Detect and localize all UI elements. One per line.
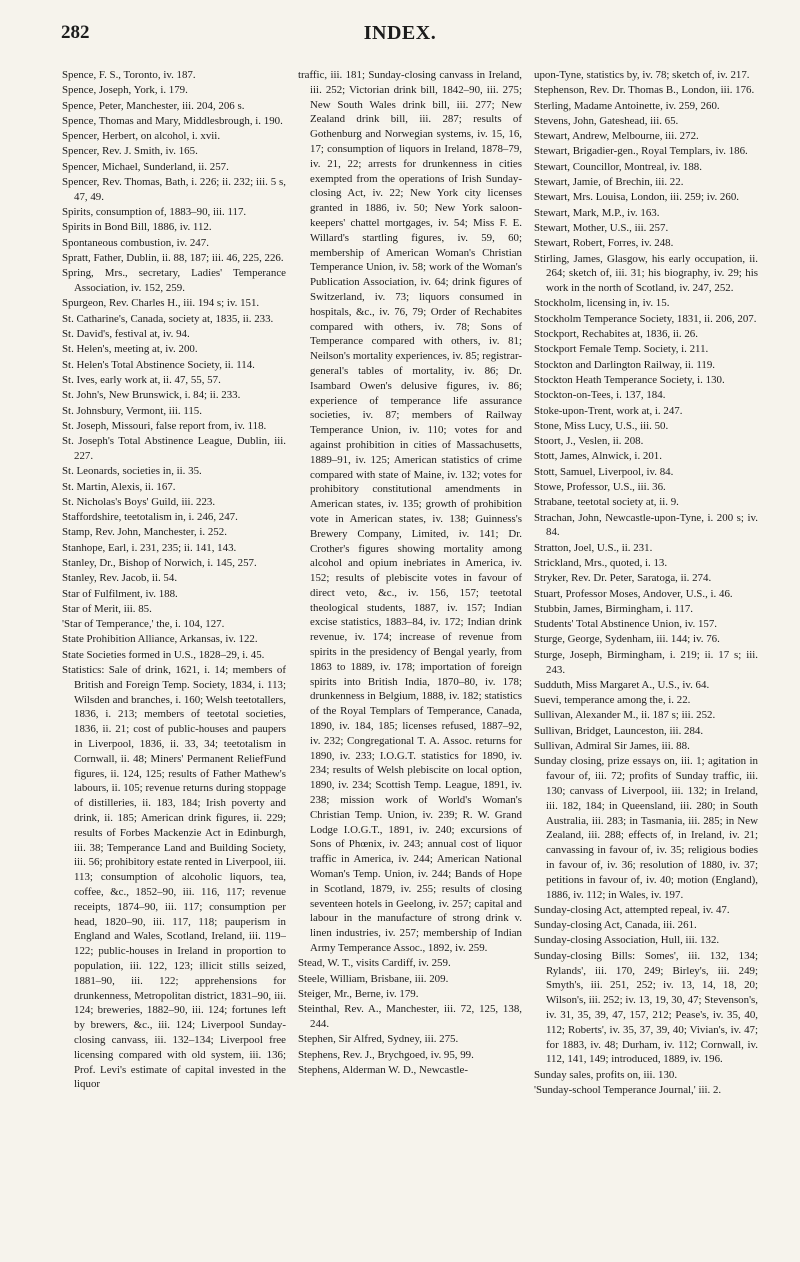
- index-entry: Sturge, Joseph, Birmingham, i. 219; ii. 17 s; iii. 243.: [534, 648, 758, 676]
- index-entry: Stephen, Sir Alfred, Sydney, iii. 275.: [298, 1033, 459, 1046]
- index-entry: St. Joseph, Missouri, false report from, iv. 118.: [62, 419, 267, 432]
- index-entry: St. Johnsbury, Vermont, iii. 115.: [62, 404, 202, 417]
- index-entry: Steiger, Mr., Berne, iv. 179.: [298, 987, 419, 1000]
- index-entry: Statistics: Sale of drink, 1621, i. 14; members of British and Foreign Temp. Society, 1834, i. 113; Wilsden and branches, i. 160; Welsh teetotallers, 1836, i. 213; members of teetotal societies, 1836, ii. 21; cost of public-houses and paupers in Liverpool, 1836, ii. 33, 34; teetotalism in Cornwall, ii. 48; Miners' Permanent ReliefFund figures, ii. 124, 125; results of Father Mathew's labours, ii. 105; revenue returns during stoppage of distilleries, ii. 183, 184; Irish poverty and drink, ii. 185; American drink figures, ii. 229; results of Forbes Mackenzie Act in Edinburgh, iii. 38; Temperance Land and Building Society, iii. 56; prohibitory estate rented in Liverpool, iii. 113; consumption of alcoholic liquors, tea, coffee, &c., 1852–90, iii. 116, 117; revenue receipts, 1874–90, iii. 117; consumption per head, 1820–90, iii. 117, 118; pauperism in England and Wales, Scotland, Ireland, iii. 119–122; public-houses in Ireland in proportion to population, iii. 122, 123; illicit stills seized, 1881–90, iii. 122; apprehensions for drunkenness, Metropolitan district, 1831–90, iii. 124; breweries, 1882–90, iii. 124; fortunes left by brewers, &c., iii. 124; Liverpool Sunday-closing canvass, iii. 132–134; Liverpool free licensing compared with old system, iii. 136; Prof. Levi's estimate of capital invested in the liquor: [62, 664, 286, 1091]
- index-entry: Strachan, John, Newcastle-upon-Tyne, i. 200 s; iv. 84.: [534, 511, 758, 539]
- index-entry: Star of Merit, iii. 85.: [62, 602, 152, 615]
- index-entry: Spontaneous combustion, iv. 247.: [62, 236, 209, 249]
- index-entry: Stephens, Alderman W. D., Newcastle-: [298, 1063, 468, 1076]
- index-entry: Stratton, Joel, U.S., ii. 231.: [534, 541, 653, 554]
- index-entry: Stott, Samuel, Liverpool, iv. 84.: [534, 465, 674, 478]
- index-entry: Stone, Miss Lucy, U.S., iii. 50.: [534, 419, 669, 432]
- index-entry: Sudduth, Miss Margaret A., U.S., iv. 64.: [534, 678, 710, 691]
- index-entry: Stockton and Darlington Railway, ii. 119.: [534, 358, 715, 371]
- index-columns: [62, 68, 758, 1248]
- index-entry: Sunday-closing Act, Canada, iii. 261.: [534, 919, 697, 932]
- index-entry: Students' Total Abstinence Union, iv. 157.: [534, 618, 718, 631]
- index-entry: Strickland, Mrs., quoted, i. 13.: [534, 557, 668, 569]
- index-entry: Stewart, Brigadier-gen., Royal Templars, iv. 186.: [534, 145, 748, 158]
- index-entry: 'Star of Temperance,' the, i. 104, 127.: [62, 618, 225, 631]
- index-entry: traffic, iii. 181; Sunday-closing canvass in Ireland, iii. 252; Victorian drink bill, 1842–90, iii. 275; New South Wales drink bill, iii. 277; New Zealand drink bill, iii. 287; results of Gothenburg and Norwegian systems, iv. 15, 16, 17; consumption of liquors in Ireland, 1878–79, iv. 21, 22; arrests for drunkenness in cities exempted from the operations of Irish Sunday-closing Act, iv. 22; New York city licenses granted in 1886, iv. 50; New York saloon-keepers' chattel mortgages, iv. 54; Miss F. E. Willard's startling figures, iv. 59, 60; membership of American Woman's Christian Temperance Union, iv. 58; work of the Woman's Publication Association, iv. 64; drink figures of Switzerland, iv. 73; liquors consumed in hospitals, &c., iv. 76, 79; Order of Rechabites compared with others, iv. 78; Sons of Temperance compared with others, iv. 81; Neilson's mortality experiences, iv. 85; registrar-general's tables of mortality, iv. 86; Dr. Isambard Owen's delusive figures, iv. 86; experience of temperance life assurance societies, iv. 87; members of Railway Temperance Union, iv. 110; votes for and against prohibition in cities of Massachusetts, 1889–91, iv. 125; American statistics of crime compared with state of Maine, iv. 132; votes for prohibitory constitutional amendments in American states, iv. 135; growth of prohibition vote in American states, iv. 138; Guinness's Brewery Company, Limited, iv. 141; Dr. Crother's figures showing mortality among alcohol and opium inebriates in America, iv. 152; results of plebiscite votes in favour of direct veto, &c., iv. 156, 157; teetotal theological students, 1887, iv. 157; Indian excise statistics, 1883–84, iv. 172; Indian drink revenue, iv. 174; increase of revenue from spirits in the presidency of Bengal yearly, from 1863 to 1889, iv. 178; importation of foreign spirits into British India, 1870–80, iv. 178; drunkenness in Belgium, 1888, iv. 182; statistics of the Royal Templars of Temperance, Canada, 1890, iv. 184, 185; licenses refused, 1887–92, iv. 232; Congregational T. A. Assoc. returns for 1890, iv. 233; I.O.G.T. statistics for 1890, iv. 234; results of Welsh plebiscite on local option, 1890, iv. 234; Scottish Temp. League, 1891, iv. 238; mission work of World's Woman's Christian Temp. Union, iv. 239; R. W. Grand Lodge I.O.G.T., 1891, iv. 240; excursions of Sons of Phœnix, iv. 243; annual cost of liquor traffic in America, iv. 244; American National Woman's Temp. Union, iv. 244; Bands of Hope in Scotland, 1879, iv. 255; results of closing seventeen hotels in Geelong, iv. 257; capital and labour in the manufacture of strong drink v. linen industries, iv. 257; membership of Indian Army Temperance Assoc., 1892, iv. 259.: [298, 69, 522, 955]
- index-entry: Sunday-closing Association, Hull, iii. 132.: [534, 934, 720, 947]
- index-entry: Stewart, Robert, Forres, iv. 248.: [534, 237, 674, 250]
- index-entry: Stryker, Rev. Dr. Peter, Saratoga, ii. 274.: [534, 572, 712, 585]
- index-entry: St. Nicholas's Boys' Guild, iii. 223.: [62, 495, 216, 508]
- index-entry: Stamp, Rev. John, Manchester, i. 252.: [62, 526, 227, 539]
- index-entry: Sullivan, Alexander M., ii. 187 s; iii. 252.: [534, 709, 716, 722]
- index-entry: Stockton-on-Tees, i. 137, 184.: [534, 389, 666, 402]
- index-entry: Sunday sales, profits on, iii. 130.: [534, 1068, 678, 1081]
- index-entry: Stewart, Councillor, Montreal, iv. 188.: [534, 160, 702, 173]
- index-entry: Spencer, Rev. Thomas, Bath, i. 226; ii. 232; iii. 5 s, 47, 49.: [62, 176, 286, 203]
- index-column-left: [62, 68, 286, 1248]
- index-entry: Stubbin, James, Birmingham, i. 117.: [534, 602, 694, 615]
- index-entry: Staffordshire, teetotalism in, i. 246, 247.: [62, 511, 238, 524]
- index-entry: Star of Fulfilment, iv. 188.: [62, 587, 178, 600]
- index-entry: Stockport Female Temp. Society, i. 211.: [534, 343, 709, 356]
- index-entry: Steinthal, Rev. A., Manchester, iii. 72, 125, 138, 244.: [298, 1003, 522, 1030]
- index-entry: Stuart, Professor Moses, Andover, U.S., i. 46.: [534, 587, 733, 600]
- index-entry: Spence, F. S., Toronto, iv. 187.: [62, 69, 196, 81]
- index-entry: Stoort, J., Veslen, ii. 208.: [534, 435, 644, 448]
- index-entry: Steele, William, Brisbane, iii. 209.: [298, 972, 449, 985]
- index-entry: Spirits in Bond Bill, 1886, iv. 112.: [62, 221, 212, 234]
- index-entry: St. Helen's, meeting at, iv. 200.: [62, 343, 198, 356]
- index-entry: St. Joseph's Total Abstinence League, Dublin, iii. 227.: [62, 435, 286, 462]
- index-entry: Strabane, teetotal society at, ii. 9.: [534, 496, 679, 509]
- index-entry: 'Sunday-school Temperance Journal,' iii. 2.: [534, 1083, 722, 1096]
- index-entry: Spence, Peter, Manchester, iii. 204, 206 s.: [62, 99, 245, 112]
- index-entry: Spurgeon, Rev. Charles H., iii. 194 s; iv. 151.: [62, 297, 260, 310]
- index-entry: Spirits, consumption of, 1883–90, iii. 117.: [62, 206, 247, 219]
- index-entry: Spencer, Michael, Sunderland, ii. 257.: [62, 160, 229, 173]
- index-entry: Sunday closing, prize essays on, iii. 1; agitation in favour of, iii. 72; profits of Sunday traffic, iii. 130; canvass of Liverpool, iii. 132; in Ireland, iii. 182, 184; in Queensland, iii. 280; in South Australia, iii. 283; in Tasmania, iii. 285; in New Zealand, iii. 288; effects of, in Ireland, iv. 21; canvassing in favour of, iv. 35; religious bodies in favour of, iv. 36; resolution of 1880, iv. 37; petitions in favour of, iv. 40; motion (England), 1886, iv. 112; in Wales, iv. 197.: [534, 755, 758, 901]
- index-entry: St. Helen's Total Abstinence Society, ii. 114.: [62, 358, 255, 371]
- index-entry: Stanhope, Earl, i. 231, 235; ii. 141, 143.: [62, 541, 237, 554]
- index-entry: Sunday-closing Act, attempted repeal, iv. 47.: [534, 903, 730, 916]
- index-column-middle: [298, 68, 522, 1248]
- index-entry: St. Leonards, societies in, ii. 35.: [62, 465, 202, 478]
- index-entry: Stephenson, Rev. Dr. Thomas B., London, iii. 176.: [534, 84, 755, 97]
- index-entry: Stanley, Dr., Bishop of Norwich, i. 145, 257.: [62, 557, 257, 569]
- index-entry: Spratt, Father, Dublin, ii. 88, 187; iii. 46, 225, 226.: [62, 252, 284, 265]
- index-entry: Stewart, Mark, M.P., iv. 163.: [534, 206, 660, 219]
- index-entry: Stockport, Rechabites at, 1836, ii. 26.: [534, 328, 698, 341]
- index-entry: Stirling, James, Glasgow, his early occupation, ii. 264; sketch of, iii. 31; his biography, iv. 29; his work in the north of Scotland, iv. 247, 252.: [534, 252, 758, 295]
- index-entry: upon-Tyne, statistics by, iv. 78; sketch of, iv. 217.: [534, 69, 750, 81]
- index-entry: Suevi, temperance among the, i. 22.: [534, 694, 691, 707]
- index-entry: Stewart, Andrew, Melbourne, iii. 272.: [534, 130, 699, 143]
- index-entry: Spencer, Herbert, on alcohol, i. xvii.: [62, 130, 221, 143]
- index-entry: Stockton Heath Temperance Society, i. 130.: [534, 373, 725, 386]
- index-entry: Sunday-closing Bills: Somes', iii. 132, 134; Rylands', iii. 170, 249; Birley's, iii. 249; Smyth's, iii. 251, 252; iv. 13, 14, 18, 20; Wilson's, iii. 252; iv. 13, 19, 30, 47; Stevenson's, iv. 31, 35, 39, 47, 157, 212; Pease's, iv. 35, 40, 112; Roberts', iv. 35, 37, 39, 40; Vivian's, iv. 47; for 1883, iv. 48; Durham, iv. 112; Cornwall, iv. 112, 141, 149; introduced, 1889, iv. 196.: [534, 949, 758, 1066]
- index-entry: State Societies formed in U.S., 1828–29, i. 45.: [62, 648, 265, 661]
- index-entry: Spence, Thomas and Mary, Middlesbrough, i. 190.: [62, 114, 283, 127]
- index-entry: Stead, W. T., visits Cardiff, iv. 259.: [298, 957, 451, 970]
- index-entry: Spring, Mrs., secretary, Ladies' Temperance Association, iv. 152, 259.: [62, 267, 286, 295]
- index-entry: Sterling, Madame Antoinette, iv. 259, 260.: [534, 99, 720, 112]
- index-entry: St. David's, festival at, iv. 94.: [62, 328, 190, 341]
- index-entry: Spence, Joseph, York, i. 179.: [62, 84, 188, 97]
- index-entry: Spencer, Rev. J. Smith, iv. 165.: [62, 145, 198, 158]
- index-entry: Stephens, Rev. J., Brychgoed, iv. 95, 99.: [298, 1048, 474, 1061]
- index-entry: Stoke-upon-Trent, work at, i. 247.: [534, 404, 683, 417]
- index-entry: Stewart, Mother, U.S., iii. 257.: [534, 221, 669, 234]
- index-entry: Stevens, John, Gateshead, iii. 65.: [534, 114, 679, 127]
- index-entry: St. Ives, early work at, ii. 47, 55, 57.: [62, 373, 221, 386]
- index-entry: Stockholm Temperance Society, 1831, ii. 206, 207.: [534, 312, 757, 325]
- page-number: 282: [61, 22, 90, 43]
- index-entry: State Prohibition Alliance, Arkansas, iv. 122.: [62, 633, 258, 646]
- index-entry: St. Martin, Alexis, ii. 167.: [62, 480, 176, 493]
- index-entry: Stowe, Professor, U.S., iii. 36.: [534, 481, 666, 494]
- index-entry: Stanley, Rev. Jacob, ii. 54.: [62, 572, 178, 585]
- index-entry: Sullivan, Admiral Sir James, iii. 88.: [534, 740, 690, 753]
- index-entry: St. Catharine's, Canada, society at, 1835, ii. 233.: [62, 312, 274, 325]
- page-title: INDEX.: [363, 22, 437, 44]
- index-entry: Stott, James, Alnwick, i. 201.: [534, 450, 662, 463]
- index-entry: Sturge, George, Sydenham, iii. 144; iv. 76.: [534, 633, 720, 646]
- index-entry: Stewart, Mrs. Louisa, London, iii. 259; iv. 260.: [534, 191, 739, 204]
- index-entry: Stewart, Jamie, of Brechin, iii. 22.: [534, 176, 684, 189]
- index-entry: St. John's, New Brunswick, i. 84; ii. 233.: [62, 389, 241, 402]
- index-column-right: [534, 68, 758, 1248]
- index-entry: Stockholm, licensing in, iv. 15.: [534, 297, 670, 310]
- page-header: [0, 0, 800, 62]
- index-entry: Sullivan, Bridget, Launceston, iii. 284.: [534, 724, 704, 737]
